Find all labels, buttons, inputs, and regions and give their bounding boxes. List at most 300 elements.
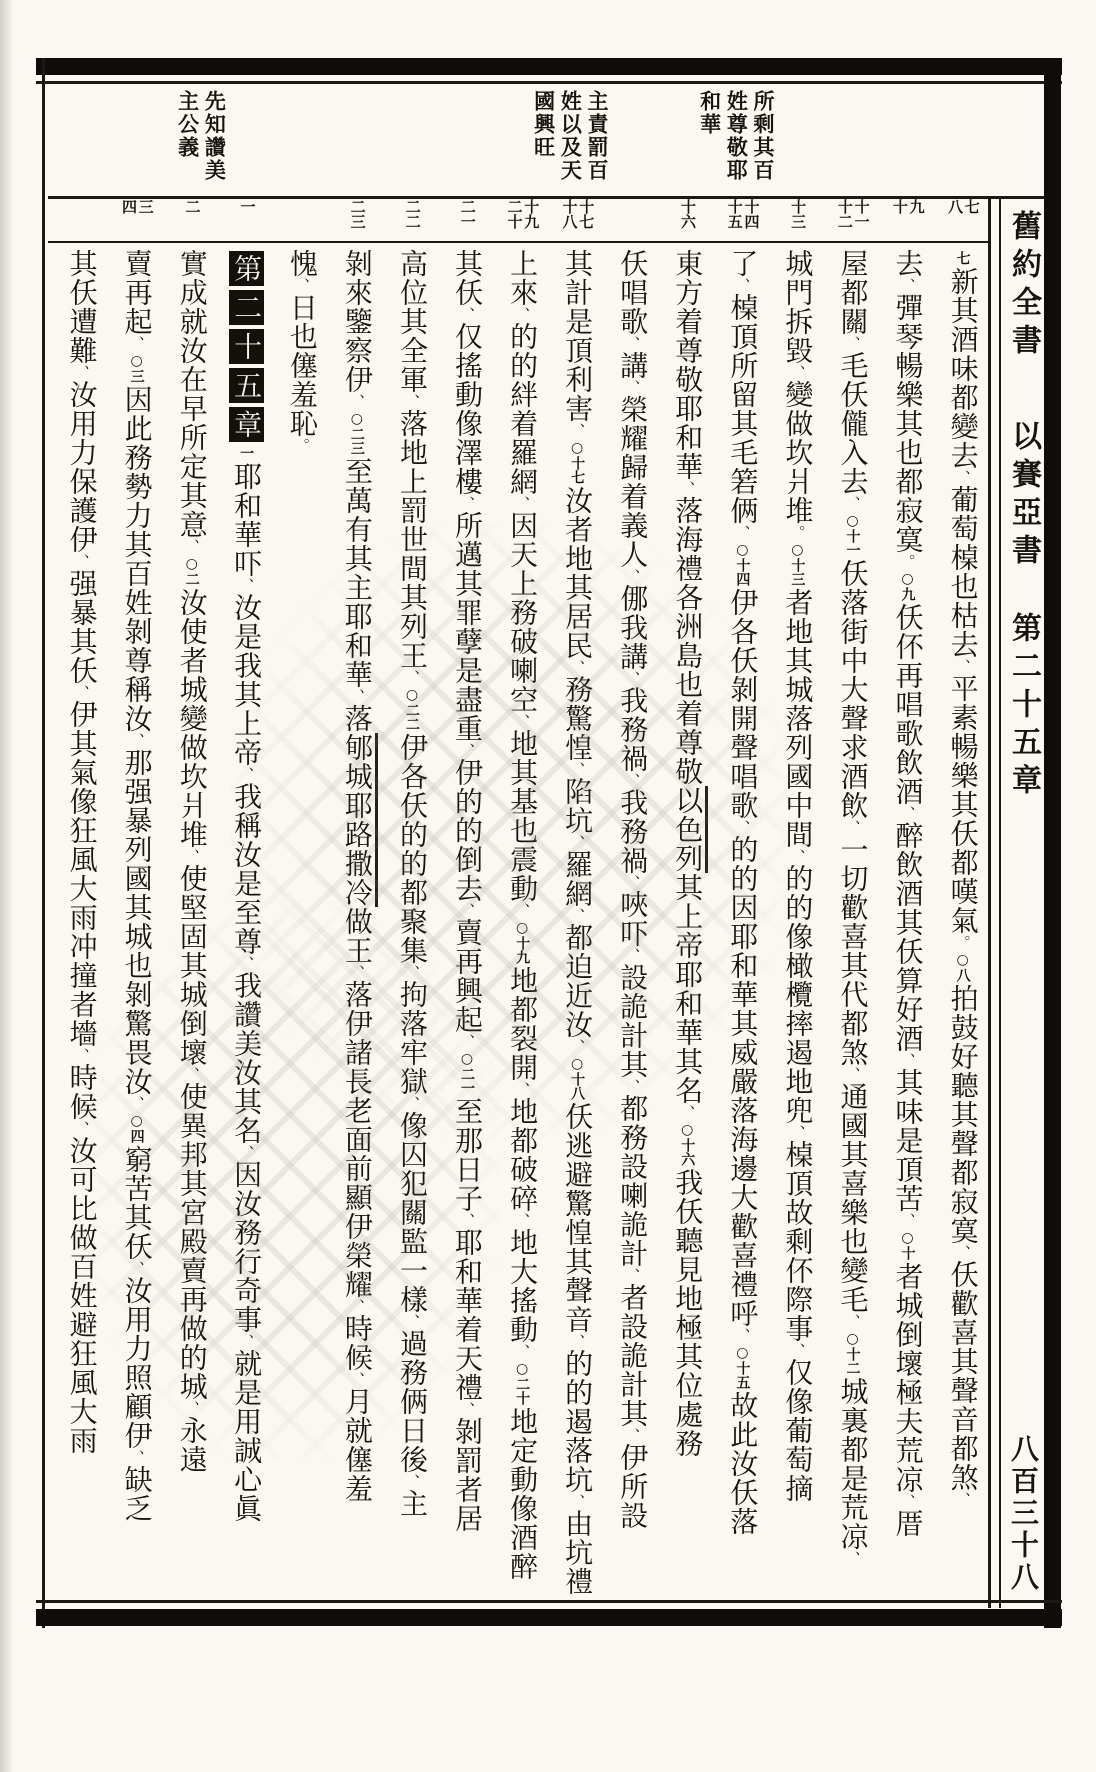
character: 大 bbox=[506, 1257, 540, 1286]
verse-number: 一 bbox=[238, 199, 257, 214]
character: 落 bbox=[726, 1096, 760, 1125]
verse-number: 二三 bbox=[348, 199, 367, 229]
character: 前 bbox=[340, 1154, 374, 1183]
character: 汝 bbox=[726, 1449, 760, 1478]
character: 計 bbox=[616, 1021, 650, 1050]
character: 伊 bbox=[340, 1212, 374, 1241]
margin-note-column: 國興旺 bbox=[531, 90, 557, 159]
punctuation: 、 bbox=[898, 278, 917, 293]
character: 起 bbox=[451, 1005, 484, 1034]
character: 也 bbox=[506, 816, 540, 845]
character: 關 bbox=[395, 1198, 429, 1227]
punctuation: 、 bbox=[127, 733, 146, 748]
character: 堆 bbox=[175, 820, 209, 849]
character: 雨 bbox=[65, 1426, 99, 1455]
character: 其 bbox=[451, 249, 484, 278]
character: 極 bbox=[671, 1313, 705, 1342]
punctuation: 、 bbox=[953, 1245, 972, 1260]
character: 列 bbox=[671, 844, 705, 873]
punctuation: 、 bbox=[623, 875, 642, 890]
character: 氣 bbox=[946, 906, 980, 935]
character: 華 bbox=[671, 1018, 705, 1047]
character: 迫 bbox=[561, 952, 595, 981]
character: 槕 bbox=[726, 293, 760, 322]
character: 其 bbox=[616, 1050, 650, 1079]
character: 者 bbox=[616, 1283, 650, 1312]
character: 都 bbox=[891, 467, 925, 496]
character: 氣 bbox=[65, 758, 99, 787]
character: 害 bbox=[561, 394, 595, 423]
character: 主 bbox=[340, 573, 374, 602]
character: 比 bbox=[65, 1194, 99, 1223]
character: 寞 bbox=[946, 1216, 980, 1245]
character: 歡 bbox=[946, 1289, 980, 1318]
character: 各 bbox=[671, 583, 705, 612]
character: 都 bbox=[561, 923, 595, 952]
character: 來 bbox=[506, 278, 540, 307]
character: 大 bbox=[726, 1183, 760, 1212]
character: 落 bbox=[395, 1009, 429, 1038]
character: 色 bbox=[671, 815, 705, 844]
character: 邊 bbox=[726, 1154, 760, 1183]
character: 汝 bbox=[230, 1189, 264, 1218]
character: 仅 bbox=[781, 1358, 815, 1387]
character: 列 bbox=[395, 612, 429, 641]
character: 者 bbox=[891, 1262, 925, 1291]
character: 講 bbox=[616, 351, 650, 380]
character: 所 bbox=[616, 1472, 650, 1501]
character: 意 bbox=[175, 510, 209, 539]
character: 那 bbox=[451, 1126, 484, 1155]
character: 吓 bbox=[230, 549, 264, 578]
character: 天 bbox=[451, 1344, 484, 1373]
character: 罪 bbox=[451, 598, 484, 627]
character: 都 bbox=[946, 1434, 980, 1463]
character: 名 bbox=[671, 1076, 705, 1105]
character: 寂 bbox=[946, 1187, 980, 1216]
character: 使 bbox=[175, 864, 209, 893]
character: 汝 bbox=[561, 486, 595, 515]
character: 獄 bbox=[395, 1067, 429, 1096]
character: 也 bbox=[285, 322, 319, 351]
character: 凉 bbox=[836, 1522, 870, 1551]
character: 尊 bbox=[230, 927, 264, 956]
character: 我 bbox=[230, 782, 264, 811]
character: 用 bbox=[65, 409, 99, 438]
character: 姓 bbox=[65, 1281, 99, 1310]
character: 我 bbox=[230, 651, 264, 680]
character: 居 bbox=[561, 602, 595, 631]
character: 剝 bbox=[726, 675, 760, 704]
character: 高 bbox=[395, 249, 429, 278]
character: 此 bbox=[120, 414, 154, 443]
character: 動 bbox=[506, 1465, 540, 1494]
character: 罰 bbox=[395, 496, 429, 525]
punctuation: 。 bbox=[898, 554, 917, 569]
character: 犯 bbox=[395, 1169, 429, 1198]
character: 再 bbox=[175, 1285, 209, 1314]
character: 用 bbox=[230, 1407, 264, 1436]
character: 其 bbox=[836, 1140, 870, 1169]
punctuation: 、 bbox=[568, 762, 587, 777]
character: 帝 bbox=[230, 738, 264, 767]
margin-note-column: 主公義 bbox=[175, 90, 201, 159]
text-column-cell bbox=[54, 249, 109, 1601]
character: 義 bbox=[616, 511, 650, 540]
character: 暴 bbox=[65, 598, 99, 627]
verse-number-cell bbox=[770, 199, 825, 241]
verse-number: 十一 bbox=[852, 199, 871, 229]
character: 飲 bbox=[836, 791, 870, 820]
character: 寞 bbox=[891, 525, 925, 554]
character: 壞 bbox=[891, 1349, 925, 1378]
character: 其 bbox=[120, 1203, 154, 1232]
character: 頂 bbox=[561, 336, 595, 365]
character: 設 bbox=[616, 1501, 650, 1530]
character: 都 bbox=[395, 878, 429, 907]
character: 威 bbox=[726, 1038, 760, 1067]
verse-number-cell bbox=[494, 199, 549, 241]
left-border-line bbox=[42, 58, 45, 1628]
chapter-heading-block: 十 bbox=[229, 329, 264, 364]
character: 者 bbox=[451, 1475, 484, 1504]
verse-marker: ○二二 bbox=[403, 687, 420, 731]
character: 務 bbox=[671, 1429, 705, 1458]
character: 去 bbox=[946, 441, 980, 470]
character: 尊 bbox=[671, 336, 705, 365]
margin-note-column: 先知讚美 bbox=[202, 90, 228, 182]
character: 華 bbox=[726, 980, 760, 1009]
character: 方 bbox=[671, 278, 705, 307]
text-column-cell bbox=[880, 249, 935, 1601]
character: 上 bbox=[395, 467, 429, 496]
character: 其 bbox=[946, 1100, 980, 1129]
punctuation: 、 bbox=[898, 806, 917, 821]
character: 代 bbox=[836, 980, 870, 1009]
punctuation: 、 bbox=[513, 307, 532, 322]
character: 的 bbox=[506, 351, 540, 380]
character: 都 bbox=[506, 995, 540, 1024]
chapter-heading-block: 章 bbox=[229, 407, 264, 442]
character: 聲 bbox=[726, 733, 760, 762]
verse-number-cell bbox=[715, 199, 770, 241]
character: 所 bbox=[726, 351, 760, 380]
character: 做 bbox=[65, 1223, 99, 1252]
character: 老 bbox=[340, 1096, 374, 1125]
character: 去 bbox=[946, 630, 980, 659]
character: 的 bbox=[726, 835, 760, 864]
character: 變 bbox=[836, 1256, 870, 1285]
character: 驚 bbox=[561, 704, 595, 733]
character: 和 bbox=[671, 989, 705, 1018]
character: 事 bbox=[230, 1305, 264, 1334]
character: 坑 bbox=[561, 1465, 595, 1494]
character: 彈 bbox=[891, 293, 925, 322]
character: 賣 bbox=[175, 1256, 209, 1285]
character: 可 bbox=[65, 1165, 99, 1194]
character: 基 bbox=[506, 787, 540, 816]
verse-number-cell bbox=[219, 199, 274, 241]
character: 是 bbox=[230, 1378, 264, 1407]
character: 有 bbox=[340, 515, 374, 544]
character: 空 bbox=[506, 685, 540, 714]
character: 鼓 bbox=[946, 1013, 980, 1042]
character: 爿 bbox=[175, 791, 209, 820]
character: 再 bbox=[891, 661, 925, 690]
character: 盡 bbox=[451, 685, 484, 714]
punctuation: 、 bbox=[182, 1401, 201, 1416]
character: 郇 bbox=[340, 733, 374, 762]
character: 欖 bbox=[781, 980, 815, 1009]
character: 開 bbox=[506, 1053, 540, 1082]
punctuation: 、 bbox=[237, 767, 256, 782]
punctuation: 。 bbox=[292, 438, 311, 453]
character: 唱 bbox=[726, 762, 760, 791]
character: 其 bbox=[891, 1068, 925, 1097]
character: 者 bbox=[65, 990, 99, 1019]
character: 中 bbox=[836, 646, 870, 675]
character: 月 bbox=[340, 1387, 374, 1416]
character: 屋 bbox=[836, 249, 870, 278]
character: 見 bbox=[671, 1255, 705, 1284]
character: 日 bbox=[451, 1155, 484, 1184]
character: 地 bbox=[671, 1284, 705, 1313]
punctuation: 、 bbox=[347, 1372, 366, 1387]
character: 動 bbox=[506, 1315, 540, 1344]
character: 的 bbox=[395, 849, 429, 878]
character: 葡 bbox=[781, 1416, 815, 1445]
character: 僿 bbox=[285, 351, 319, 380]
character: 落 bbox=[340, 980, 374, 1009]
bottom-border-bar bbox=[36, 1609, 1062, 1626]
text-column-cell bbox=[605, 249, 660, 1601]
character: 耶 bbox=[726, 922, 760, 951]
character: 美 bbox=[230, 1029, 264, 1058]
character: 主 bbox=[395, 1489, 429, 1518]
character: 各 bbox=[726, 617, 760, 646]
character: 歌 bbox=[891, 719, 925, 748]
character: 耶 bbox=[451, 1228, 484, 1257]
character: 力 bbox=[120, 501, 154, 530]
character: 凉 bbox=[891, 1465, 925, 1494]
character: 乏 bbox=[120, 1494, 154, 1523]
character: 其 bbox=[671, 1047, 705, 1076]
character: 的 bbox=[726, 864, 760, 893]
character: 的 bbox=[175, 1343, 209, 1372]
character: 落 bbox=[781, 704, 815, 733]
character: 倒 bbox=[451, 845, 484, 874]
character: 的 bbox=[451, 816, 484, 845]
verse-marker: ○二一 bbox=[459, 1051, 475, 1095]
character: 名 bbox=[230, 1116, 264, 1145]
character: 者 bbox=[781, 588, 815, 617]
verse-number-cell bbox=[439, 199, 494, 241]
character: 仸 bbox=[671, 1197, 705, 1226]
verse-number-row bbox=[54, 199, 990, 241]
character: 禮 bbox=[561, 1567, 595, 1596]
character: 琴 bbox=[891, 322, 925, 351]
character: 音 bbox=[561, 1305, 595, 1334]
character: 伊 bbox=[120, 1421, 154, 1450]
text-column-cell bbox=[715, 249, 770, 1601]
character: 飲 bbox=[891, 748, 925, 777]
character: 酒 bbox=[836, 762, 870, 791]
character: 動 bbox=[506, 874, 540, 903]
character: 心 bbox=[230, 1465, 264, 1494]
punctuation: 、 bbox=[513, 714, 532, 729]
character: 海 bbox=[726, 1125, 760, 1154]
character: 再 bbox=[120, 278, 154, 307]
character: 苦 bbox=[120, 1174, 154, 1203]
character: 務 bbox=[616, 1123, 650, 1152]
character: 萄 bbox=[781, 1445, 815, 1474]
character: 來 bbox=[340, 278, 374, 307]
character: 聲 bbox=[836, 704, 870, 733]
character: 詭 bbox=[616, 992, 650, 1021]
character: 城 bbox=[175, 675, 209, 704]
character: 察 bbox=[340, 336, 374, 365]
punctuation: 、 bbox=[402, 1474, 421, 1489]
character: 耶 bbox=[671, 394, 705, 423]
character: 務 bbox=[395, 1358, 429, 1387]
character: 窮 bbox=[120, 1145, 154, 1174]
character: 槕 bbox=[946, 543, 980, 572]
character: 時 bbox=[340, 1314, 374, 1343]
text-column-cell bbox=[384, 249, 439, 1601]
character: 好 bbox=[946, 1042, 980, 1071]
character: 事 bbox=[781, 1314, 815, 1343]
punctuation: 、 bbox=[953, 1492, 972, 1507]
character: 其 bbox=[230, 1087, 264, 1116]
character: 通 bbox=[836, 1082, 870, 1111]
punctuation: 、 bbox=[458, 1402, 476, 1417]
punctuation: 、 bbox=[733, 525, 752, 540]
character: 着 bbox=[506, 409, 540, 438]
punctuation: 、 bbox=[733, 1328, 752, 1343]
character: 定 bbox=[175, 452, 209, 481]
top-border-line bbox=[36, 81, 1062, 84]
character: 間 bbox=[781, 820, 815, 849]
character: 異 bbox=[175, 1111, 209, 1140]
punctuation: 、 bbox=[843, 496, 862, 511]
character: 是 bbox=[230, 869, 264, 898]
character: 酒 bbox=[891, 777, 925, 806]
character: 和 bbox=[340, 631, 374, 660]
character: 誠 bbox=[230, 1436, 264, 1465]
character: 破 bbox=[506, 627, 540, 656]
character: 澤 bbox=[451, 438, 484, 467]
character: 做 bbox=[175, 733, 209, 762]
character: 城 bbox=[340, 762, 374, 791]
text-column-13 bbox=[286, 249, 318, 1601]
character: 也 bbox=[120, 951, 154, 980]
character: 撞 bbox=[65, 961, 99, 990]
verse-marker: ○十八 bbox=[569, 1056, 586, 1100]
character: 王 bbox=[395, 641, 429, 670]
character: 榮 bbox=[340, 1241, 374, 1270]
character: 一 bbox=[836, 835, 870, 864]
character: 敬 bbox=[671, 757, 705, 786]
character: 惶 bbox=[561, 733, 595, 762]
punctuation: 、 bbox=[568, 423, 587, 438]
character: 務 bbox=[506, 598, 540, 627]
punctuation: 、 bbox=[237, 1334, 256, 1349]
character: 照 bbox=[120, 1363, 154, 1392]
character: 嘆 bbox=[946, 877, 980, 906]
punctuation: 、 bbox=[623, 948, 642, 963]
verse-number: 十 bbox=[890, 199, 909, 214]
character: 狂 bbox=[65, 816, 99, 845]
character: 毛 bbox=[836, 1285, 870, 1314]
character: 樂 bbox=[891, 380, 925, 409]
verse-number-cell bbox=[605, 199, 660, 241]
text-column-cell bbox=[439, 249, 494, 1601]
character: 行 bbox=[230, 1247, 264, 1276]
character: 故 bbox=[726, 1391, 760, 1420]
character: 留 bbox=[726, 380, 760, 409]
character: 槕 bbox=[781, 1140, 815, 1169]
character: 恥 bbox=[285, 409, 319, 438]
character: 㑚 bbox=[616, 584, 650, 613]
character: 仸 bbox=[891, 937, 925, 966]
character: 詭 bbox=[616, 1341, 650, 1370]
punctuation: 、 bbox=[72, 365, 91, 380]
character: 者 bbox=[175, 646, 209, 675]
character: 都 bbox=[946, 1158, 980, 1187]
punctuation: 、 bbox=[788, 849, 807, 864]
character: 就 bbox=[340, 1416, 374, 1445]
character: 其 bbox=[65, 627, 99, 656]
character: 裏 bbox=[836, 1406, 870, 1435]
character: 其 bbox=[836, 951, 870, 980]
character: 我 bbox=[616, 788, 650, 817]
verse-marker: ○九 bbox=[899, 571, 916, 601]
character: 平 bbox=[946, 674, 980, 703]
character: 力 bbox=[65, 438, 99, 467]
character: 用 bbox=[120, 1305, 154, 1334]
punctuation: 、 bbox=[623, 1079, 642, 1094]
character: 其 bbox=[946, 296, 980, 325]
verse-marker: ○十二 bbox=[844, 1331, 861, 1375]
character: 變 bbox=[175, 704, 209, 733]
character: 關 bbox=[836, 307, 870, 336]
character: 上 bbox=[506, 249, 540, 278]
text-column-16 bbox=[120, 249, 152, 1601]
character: 顯 bbox=[340, 1183, 374, 1212]
margin-note-column: 和華 bbox=[697, 90, 723, 136]
character: 味 bbox=[891, 1097, 925, 1126]
text-column-cell bbox=[660, 249, 715, 1601]
character: 島 bbox=[671, 641, 705, 670]
character: 仸 bbox=[65, 656, 99, 685]
character: 仸 bbox=[561, 1102, 595, 1131]
punctuation: 、 bbox=[953, 659, 972, 674]
character: 地 bbox=[506, 1228, 540, 1257]
character: 像 bbox=[781, 1387, 815, 1416]
character: 仸 bbox=[726, 646, 760, 675]
character: 仸 bbox=[891, 603, 925, 632]
punctuation: 、 bbox=[402, 965, 421, 980]
punctuation: 、 bbox=[623, 773, 642, 788]
verse-marker: ○十五 bbox=[734, 1345, 751, 1389]
character: 堆 bbox=[781, 496, 815, 525]
character: 是 bbox=[836, 1464, 870, 1493]
verse-number-cell bbox=[109, 199, 164, 241]
character: 使 bbox=[175, 617, 209, 646]
character: 都 bbox=[836, 1435, 870, 1464]
character: 仸 bbox=[65, 278, 99, 307]
character: 枯 bbox=[946, 601, 980, 630]
